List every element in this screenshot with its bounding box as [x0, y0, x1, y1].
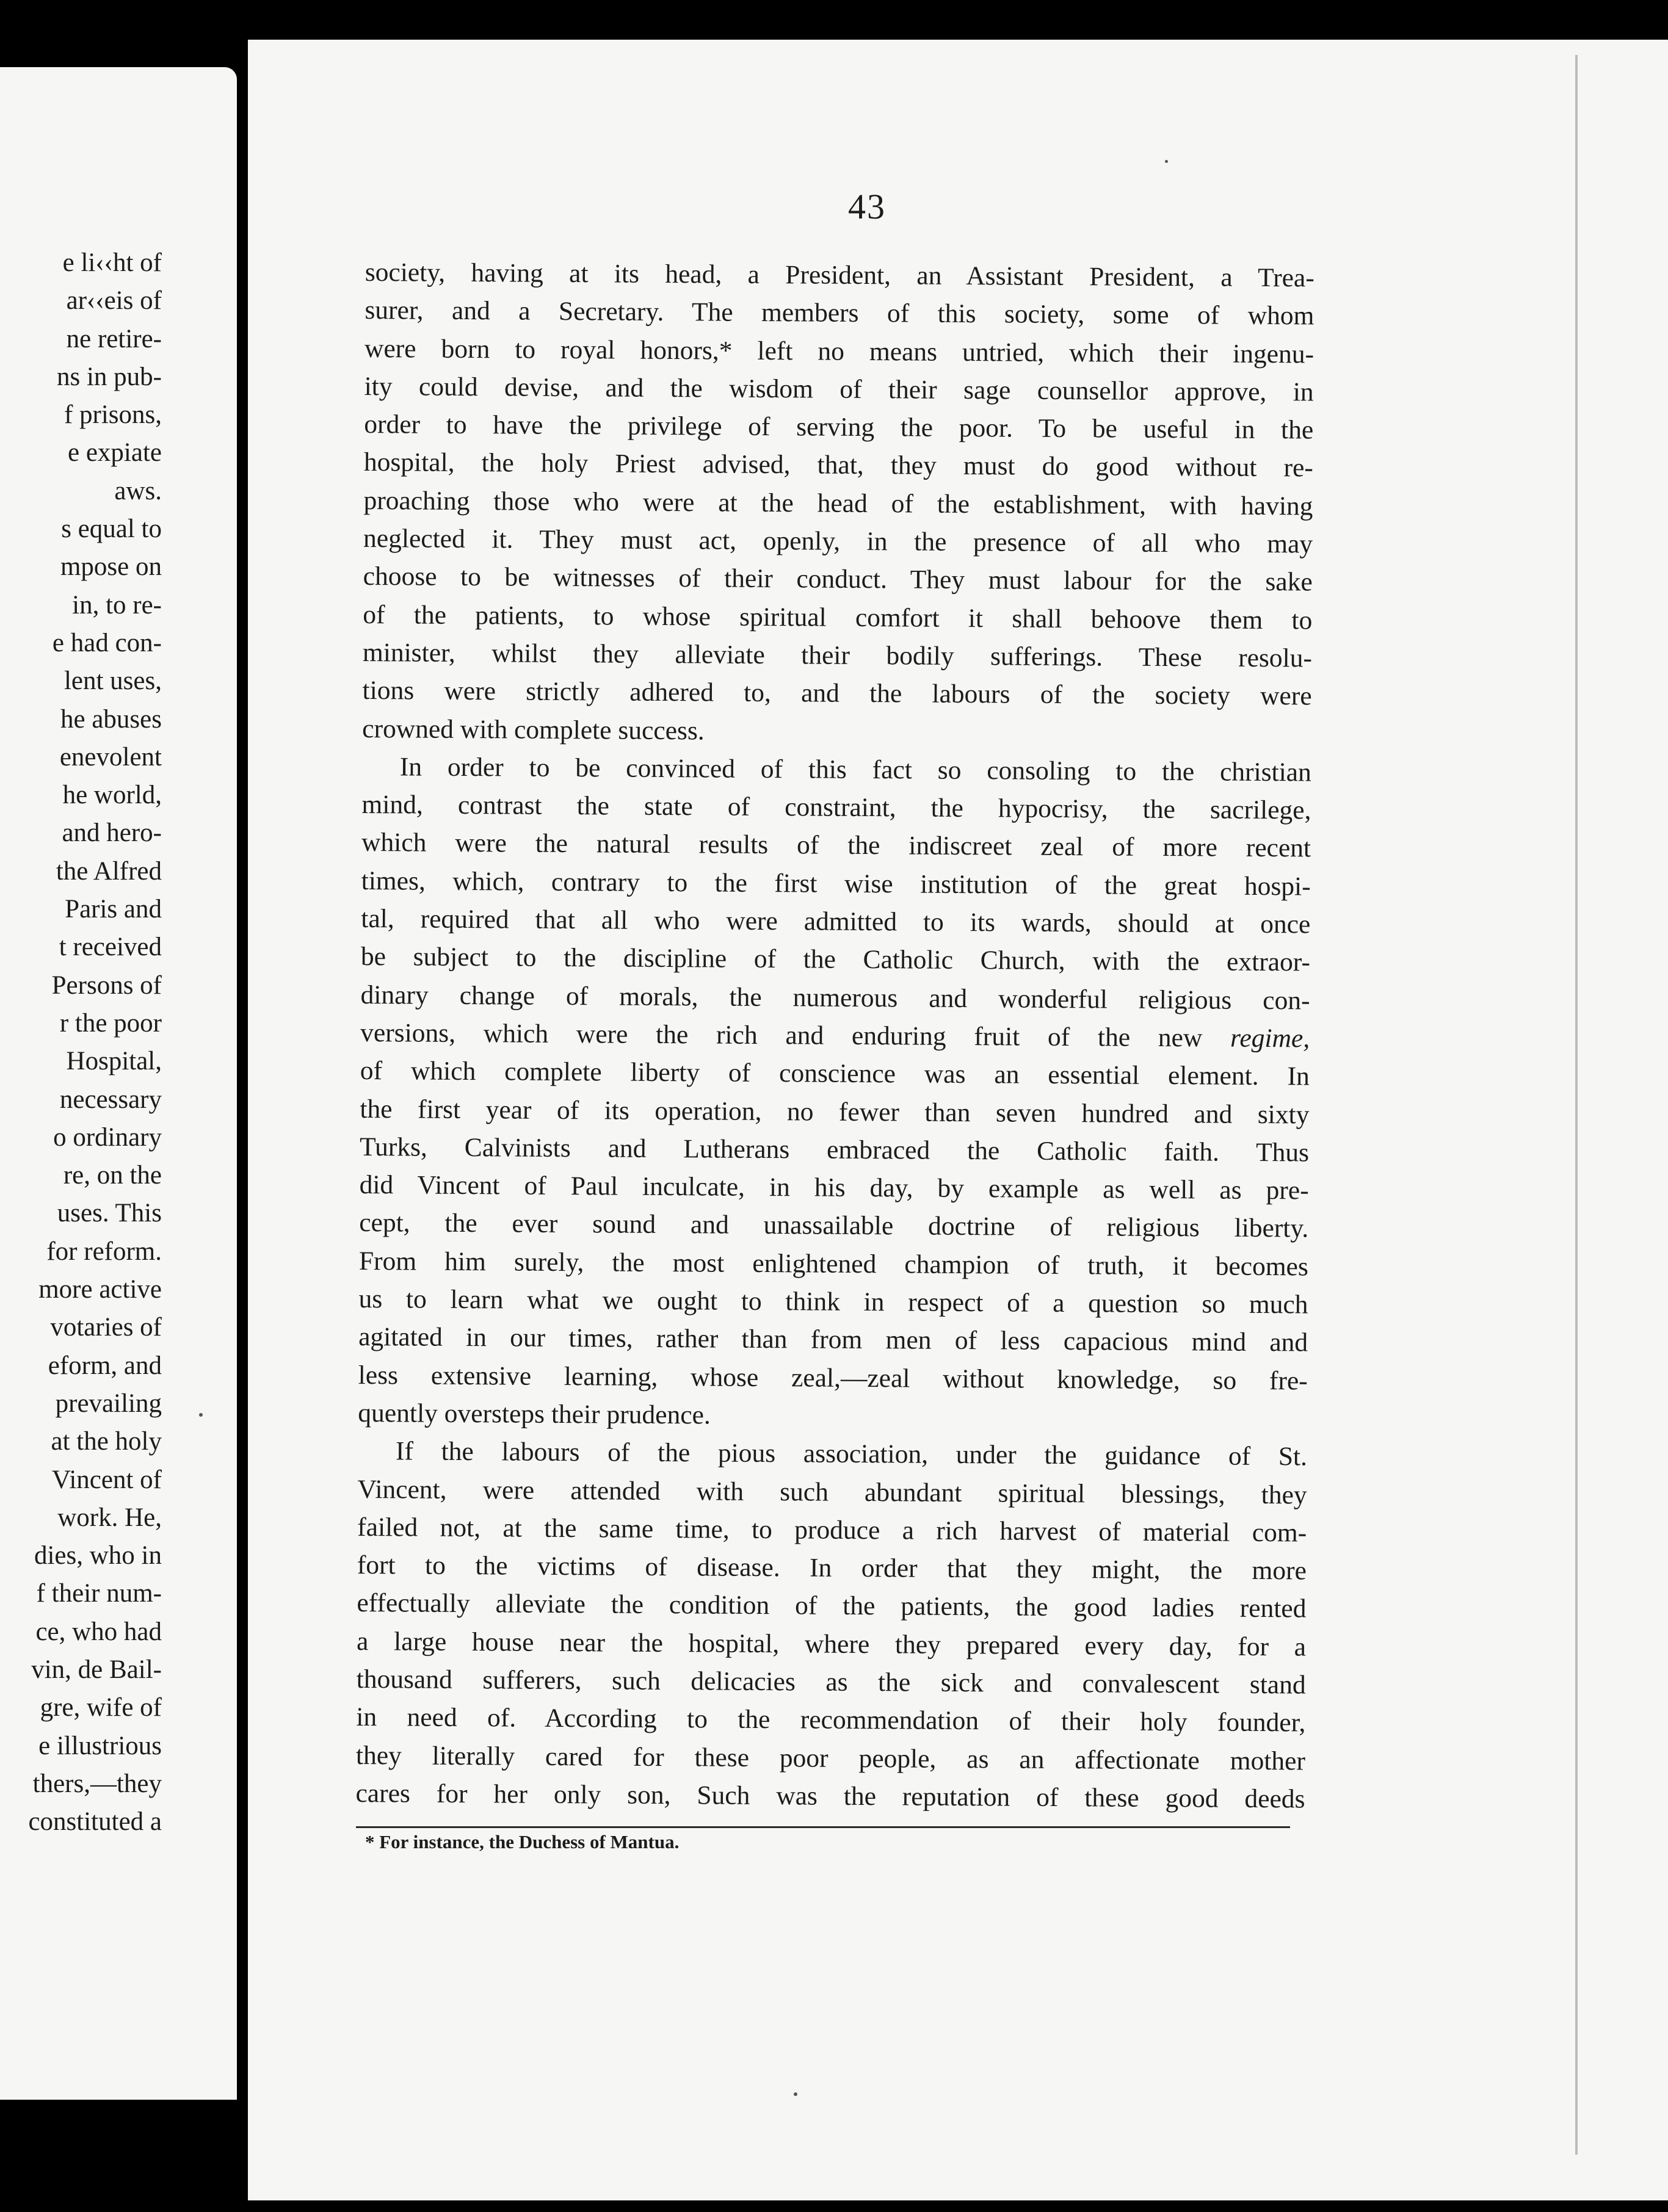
text-line: of the patients, to whose spiritual comfort it shall behoove them to [363, 599, 1313, 635]
left-page-line: ns in pub- [57, 362, 162, 391]
print-speck [1165, 160, 1168, 163]
text-line: dinary change of morals, the numerous and wonderful religious con- [360, 980, 1310, 1016]
left-page-line: lent uses, [63, 667, 162, 696]
text-line: cares for her only son, Such was the reputation of these good deeds [355, 1778, 1305, 1814]
text-line: quently oversteps their prudence. [358, 1398, 711, 1430]
text-line: they literally cared for these poor people, as an affectionate mother [355, 1740, 1306, 1776]
footnote-rule [356, 1826, 1290, 1828]
left-page-line: prevailing [55, 1389, 162, 1418]
print-speck [794, 2092, 797, 2096]
left-page-line: work. He, [57, 1503, 162, 1532]
left-page-line: uses. This [57, 1199, 162, 1228]
text-line: society, having at its head, a President, an Assistant President, a Trea- [364, 257, 1314, 293]
left-page-line: in, to re- [72, 590, 162, 620]
page-edge [1575, 55, 1578, 2155]
paragraph-start-line: If the labours of the pious association, under the guidance of St. [395, 1436, 1308, 1472]
italic-word: regime, [1230, 1023, 1310, 1054]
text-line: a large house near the hospital, where they prepared every day, for a [356, 1626, 1307, 1662]
left-page-line: thers,—they [32, 1769, 162, 1798]
text-line: less extensive learning, whose zeal,—zeal without knowledge, so fre- [358, 1360, 1308, 1396]
text-line: hospital, the holy Priest advised, that, they must do good without re- [363, 447, 1314, 483]
paragraph-start-line: In order to be convinced of this fact so consoling to the christian [399, 752, 1311, 787]
left-page-line: ar‹‹eis of [66, 286, 162, 316]
text-line: order to have the privilege of serving the poor. To be useful in the [364, 410, 1314, 445]
left-page-line: f prisons, [63, 400, 162, 430]
left-page-line: Paris and [65, 895, 162, 924]
page-number: 43 [848, 187, 886, 226]
text-line: were born to royal honors,* left no means untried, which their ingenu- [364, 333, 1314, 369]
text-line: us to learn what we ought to think in respect of a question so much [358, 1284, 1308, 1320]
text-line: tal, required that all who were admitted to its wards, should at once [361, 904, 1311, 939]
book-gutter [237, 37, 248, 2185]
left-page-line: more active [38, 1275, 162, 1304]
text-line: tions were strictly adhered to, and the labours of the society were [362, 676, 1312, 711]
text-line: failed not, at the same time, to produce a rich harvest of material com- [357, 1512, 1307, 1548]
text-line: mind, contrast the state of constraint, the hypocrisy, the sacrilege, [361, 790, 1311, 825]
text-line: which were the natural results of the indiscreet zeal of more recent [361, 828, 1311, 863]
left-page-line: e had con- [52, 628, 162, 657]
left-page-line: o ordinary [53, 1122, 162, 1152]
text-line: the first year of its operation, no fewer than seven hundred and sixty [360, 1094, 1310, 1130]
text-line: ity could devise, and the wisdom of their sage counsellor approve, in [364, 371, 1314, 407]
left-page-line: mpose on [60, 552, 162, 582]
text-line: crowned with complete success. [362, 714, 705, 745]
text-line: agitated in our times, rather than from men of less capacious mind and [358, 1322, 1308, 1357]
left-page-line: constituted a [28, 1807, 162, 1837]
left-page-line: aws. [114, 476, 162, 505]
text-line [360, 1014, 1310, 1058]
left-page-line: gre, wife of [40, 1693, 162, 1722]
left-page-line: vin, de Bail- [31, 1655, 162, 1684]
left-page-line: and hero- [62, 819, 162, 848]
text-line: times, which, contrary to the first wise institution of the great hospi- [361, 866, 1311, 902]
footnote: * For instance, the Duchess of Mantua. [365, 1831, 680, 1852]
text-line: in need of. According to the recommendation of their holy founder, [356, 1702, 1306, 1738]
text-line: From him surely, the most enlightened champion of truth, it becomes [358, 1246, 1309, 1282]
left-page-line: re, on the [63, 1161, 162, 1190]
left-page-line: dies, who in [34, 1541, 162, 1570]
left-page-line: for reform. [46, 1237, 162, 1266]
left-page-line: the Alfred [56, 856, 162, 886]
left-page-line: e li‹‹ht of [62, 248, 162, 277]
left-page-line: at the holy [51, 1427, 162, 1456]
text-line: fort to the victims of disease. In order that they might, the more [357, 1550, 1307, 1586]
left-page-line: he abuses [60, 704, 162, 734]
left-page-line: eform, and [48, 1351, 162, 1380]
text-line: proaching those who were at the head of the establishment, with having [363, 485, 1313, 521]
text-segment: versions, which were the rich and enduring fruit of the new [360, 1017, 1203, 1053]
left-page-line: Vincent of [51, 1465, 162, 1494]
left-page-line: s equal to [61, 515, 162, 544]
text-line: be subject to the discipline of the Catholic Church, with the extraor- [360, 942, 1311, 977]
left-page-line: necessary [59, 1085, 162, 1114]
text-line: did Vincent of Paul inculcate, in his day, by example as well as pre- [359, 1170, 1309, 1205]
left-page-line: Hospital, [66, 1047, 162, 1076]
left-page-text [0, 244, 162, 1841]
text-line: effectually alleviate the condition of the patients, the good ladies rented [357, 1588, 1307, 1624]
left-page-line: e illustrious [38, 1731, 162, 1760]
print-speck [199, 1413, 203, 1417]
left-page-line: e expiate [68, 438, 162, 468]
body-text [355, 253, 1314, 1818]
text-line: choose to be witnesses of their conduct. They must labour for the sake [363, 562, 1313, 597]
text-line: minister, whilst they alleviate their bodily sufferings. These resolu- [362, 637, 1313, 673]
left-page-line: t received [59, 933, 162, 962]
text-line: surer, and a Secretary. The members of this society, some of whom [364, 295, 1314, 331]
left-page-line: ne retire- [66, 324, 162, 353]
left-page-line: votaries of [50, 1313, 162, 1342]
left-page-line: he world, [62, 781, 162, 810]
text-line: Turks, Calvinists and Lutherans embraced the Catholic faith. Thus [359, 1132, 1310, 1168]
text-line: cept, the ever sound and unassailable doctrine of religious liberty. [359, 1208, 1309, 1243]
left-page-line: Persons of [51, 970, 162, 1000]
text-line: thousand sufferers, such delicacies as the sick and convalescent stand [356, 1664, 1306, 1700]
text-line: of which complete liberty of conscience was an essential element. In [360, 1056, 1310, 1091]
left-page-line: ce, who had [35, 1617, 162, 1646]
text-line: Vincent, were attended with such abundant spiritual blessings, they [357, 1474, 1307, 1509]
left-page [0, 67, 237, 2100]
left-page-line: f their num- [36, 1579, 162, 1608]
left-page-line: enevolent [59, 742, 162, 772]
left-page-line: r the poor [59, 1008, 162, 1038]
text-line: neglected it. They must act, openly, in the presence of all who may [363, 524, 1313, 559]
